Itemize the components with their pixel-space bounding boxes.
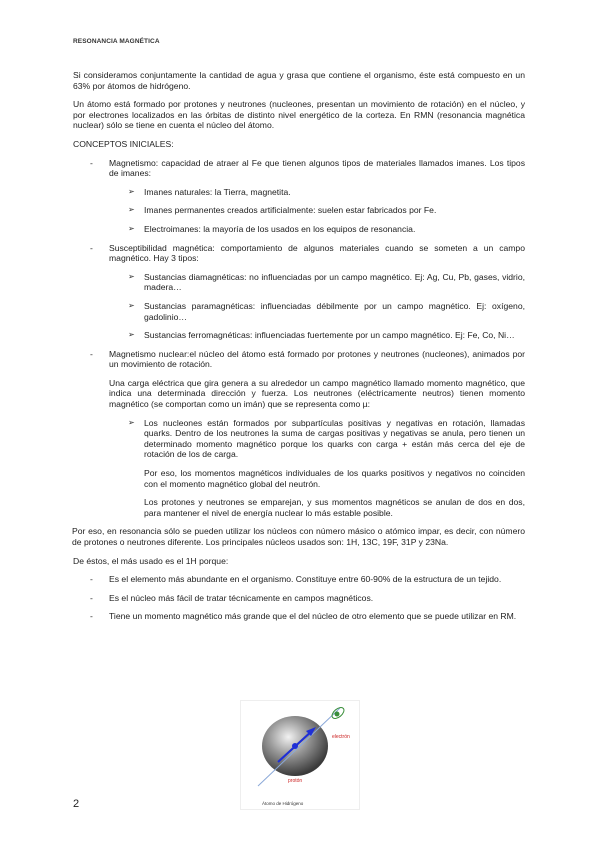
list-item-iman-permanente: ➢ Imanes permanentes creados artificialmente: suelen estar fabricados por Fe. — [128, 205, 437, 216]
list-item-ferromagneticas: ➢ Sustancias ferromagnéticas: influenciadas fuertemente por un campo magnético. Ej: Fe, Co, Ni… — [128, 330, 515, 341]
proton-label: protón — [288, 778, 303, 784]
document-body — [73, 70, 525, 630]
list-item-razon-abundante: - Es el elemento más abundante en el organismo. Constituye entre 60-90% de la estructura de un tejido. — [73, 574, 525, 585]
paragraph-carga: Una carga eléctrica que gira genera a su alrededor un campo magnético llamado momento magnético, que indica una determinada dirección y fuerza. Los neutrones (eléctricamente neutros) tienen momento magnético (se comportan como un imán) que se representa como µ: — [109, 377, 525, 410]
electron-dot — [335, 712, 340, 717]
hydrogen-atom-figure — [240, 700, 360, 810]
paragraph-de-estos: De éstos, el más usado es el 1H porque: — [73, 555, 229, 566]
arrow-bullet-icon: ➢ — [128, 330, 135, 340]
arrow-bullet-icon: ➢ — [128, 417, 135, 427]
figure-caption: Átomo de Hidrógeno — [262, 801, 304, 806]
arrow-bullet-icon: ➢ — [128, 223, 135, 233]
arrow-bullet-icon: ➢ — [128, 205, 135, 215]
list-item-nucleones: ➢ Los nucleones están formados por subpartículas positivas y negativas en rotación, llamadas quarks. Dentro de los neutrones la suma de cargas positivas y negativas se anula, pero tienen un determinado momento magnético porque los quarks con carga + están más cerca del eje de rotación de los de carga. — [128, 417, 525, 460]
list-item-magnetismo: - Magnetismo: capacidad de atraer al Fe que tienen algunos tipos de materiales llamados imanes. Los tipos de imanes: — [73, 158, 525, 179]
paragraph-emparejan: Los protones y neutrones se emparejan, y sus momentos magnéticos se anulan de dos en dos, para mantener el nivel de energía nuclear lo más estable posible. — [144, 497, 525, 518]
running-header: RESONANCIA MAGNÉTICA — [73, 38, 160, 45]
hydrogen-atom-diagram — [240, 700, 360, 810]
paragraph-resonancia: Por eso, en resonancia sólo se pueden utilizar los núcleos con número másico o atómico impar, es decir, con número de protones o neutrones diferente. Los principales núcleos usados son: 1H, 13C, 19F, 31P y 23Na. — [72, 526, 525, 547]
paragraph-hidrogeno: Si consideramos conjuntamente la cantidad de agua y grasa que contiene el organismo, éste está compuesto en un 63% por átomos de hidrógeno. — [73, 70, 525, 91]
list-item-diamagneticas: ➢ Sustancias diamagnéticas: no influenciadas por un campo magnético. Ej: Ag, Cu, Pb, gases, vidrio, madera… — [128, 271, 525, 293]
arrow-bullet-icon: ➢ — [128, 186, 135, 196]
list-item-razon-facil: - Es el núcleo más fácil de tratar técnicamente en campos magnéticos. — [73, 593, 525, 604]
arrow-bullet-icon: ➢ — [128, 300, 135, 310]
page-number: 2 — [73, 798, 80, 810]
paragraph-atomo: Un átomo está formado por protones y neutrones (nucleones, presentan un movimiento de rotación) en el núcleo, y por electrones localizados en las órbitas de distinto nivel energético de la corteza. En RMN (resonancia magnética nuclear) sólo se tiene en cuenta el núcleo del átomo. — [73, 99, 525, 131]
section-title-conceptos: CONCEPTOS INICIALES: — [73, 138, 174, 149]
arrow-bullet-icon: ➢ — [128, 271, 135, 281]
list-item-magnetismo-nuclear: - Magnetismo nuclear:el núcleo del átomo está formado por protones y neutrones (nucleones), animados por un movimiento de rotación. — [73, 349, 525, 370]
list-item-electroiman: ➢ Electroimanes: la mayoría de los usados en los equipos de resonancia. — [128, 223, 416, 234]
proton-dot — [292, 743, 298, 749]
electron-label: electrón — [332, 734, 350, 740]
list-item-susceptibilidad: - Susceptibilidad magnética: comportamiento de algunos materiales cuando se someten a un campo magnético. Hay 3 tipos: — [73, 243, 525, 264]
list-item-paramagneticas: ➢ Sustancias paramagnéticas: influenciadas débilmente por un campo magnético. Ej: oxígeno, gadolinio… — [128, 300, 525, 322]
list-item-iman-natural: ➢ Imanes naturales: la Tierra, magnetita. — [128, 186, 291, 197]
paragraph-quarks: Por eso, los momentos magnéticos individuales de los quarks positivos y negativos no coinciden con el momento magnético global del neutrón. — [144, 468, 525, 489]
list-item-razon-momento: - Tiene un momento magnético más grande que el del núcleo de otro elemento que se puede utilizar en RM. — [73, 611, 525, 622]
